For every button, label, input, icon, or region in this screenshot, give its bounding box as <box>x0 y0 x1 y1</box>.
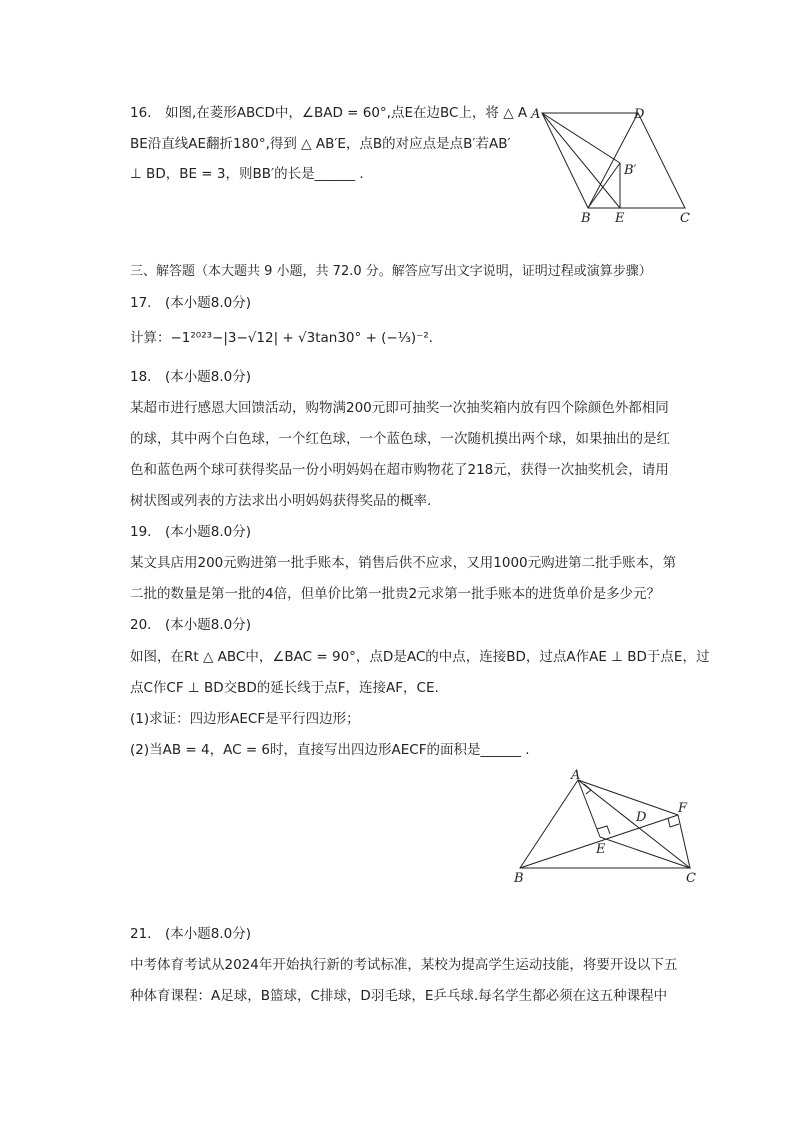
q20-title: 20. (本小题8.0分) <box>130 617 251 633</box>
q18-line-3: 色和蓝色两个球可获得奖品一份小明妈妈在超市购物花了218元，获得一次抽奖机会，请用 <box>130 462 669 478</box>
fig20-label-B: B <box>514 871 524 886</box>
q16-rhombus-figure <box>525 100 700 230</box>
q17-content: 计算：−1²⁰²³−|3−√12| + √3tan30° + (−⅓)⁻². <box>130 330 433 346</box>
q18-line-2: 的球，其中两个白色球，一个红色球，一个蓝色球，一次随机摸出两个球，如果抽出的是红 <box>130 431 670 447</box>
fig20-label-E: E <box>596 842 606 857</box>
q21-line-1: 中考体育考试从2024年开始执行新的考试标准，某校为提高学生运动技能，将要开设以下五 <box>130 957 678 973</box>
fig16-label-Bprime: B′ <box>624 163 637 178</box>
q17-title: 17. (本小题8.0分) <box>130 295 251 311</box>
q20-triangle-figure <box>510 765 705 890</box>
fig20-label-C: C <box>686 871 696 886</box>
fig20-label-F: F <box>678 801 688 816</box>
q20-line-2: 点C作CF ⊥ BD交BD的延长线于点F，连接AF，CE. <box>130 680 439 696</box>
fig16-label-A: A <box>531 107 541 122</box>
q18-title: 18. (本小题8.0分) <box>130 369 251 385</box>
q20-line-3: (1)求证：四边形AECF是平行四边形； <box>130 711 360 727</box>
q21-line-2: 种体育课程：A足球，B篮球，C排球，D羽毛球，E乒乓球.每名学生都必须在这五种课程中 <box>130 988 668 1004</box>
fig20-label-A: A <box>571 768 581 783</box>
q18-line-1: 某超市进行感恩大回馈活动，购物满200元即可抽奖一次抽奖箱内放有四个除颜色外都相同 <box>130 400 669 416</box>
q20-line-1: 如图，在Rt △ ABC中，∠BAC = 90°，点D是AC的中点，连接BD，过点A作AE ⊥ BD于点E，过 <box>130 649 710 665</box>
section-header: 三、解答题（本大题共 9 小题，共 72.0 分。解答应写出文字说明，证明过程或演算步骤） <box>130 264 652 279</box>
fig16-label-B: B <box>581 211 591 226</box>
fig16-label-C: C <box>680 211 690 226</box>
q19-line-2: 二批的数量是第一批的4倍，但单价比第一批贵2元求第一批手账本的进货单价是多少元？ <box>130 586 661 602</box>
q19-title: 19. (本小题8.0分) <box>130 524 251 540</box>
q16-line-1: 16. 如图,在菱形ABCD中，∠BAD = 60°,点E在边BC上，将 △ A <box>130 105 528 121</box>
q19-line-1: 某文具店用200元购进第一批手账本，销售后供不应求，又用1000元购进第二批手账本，第 <box>130 555 677 571</box>
fig20-label-D: D <box>636 810 647 825</box>
q16-line-3: ⊥ BD，BE = 3，则BB′的长是______ . <box>130 166 364 182</box>
q18-line-4: 树状图或列表的方法求出小明妈妈获得奖品的概率. <box>130 493 432 509</box>
q16-line-2: BE沿直线AE翻折180°,得到 △ AB′E，点B的对应点是点B′若AB′ <box>130 136 511 152</box>
q21-title: 21. (本小题8.0分) <box>130 926 251 942</box>
q20-line-4: (2)当AB = 4，AC = 6时，直接写出四边形AECF的面积是______ . <box>130 742 530 758</box>
fig16-label-D: D <box>634 107 645 122</box>
fig16-label-E: E <box>615 211 625 226</box>
